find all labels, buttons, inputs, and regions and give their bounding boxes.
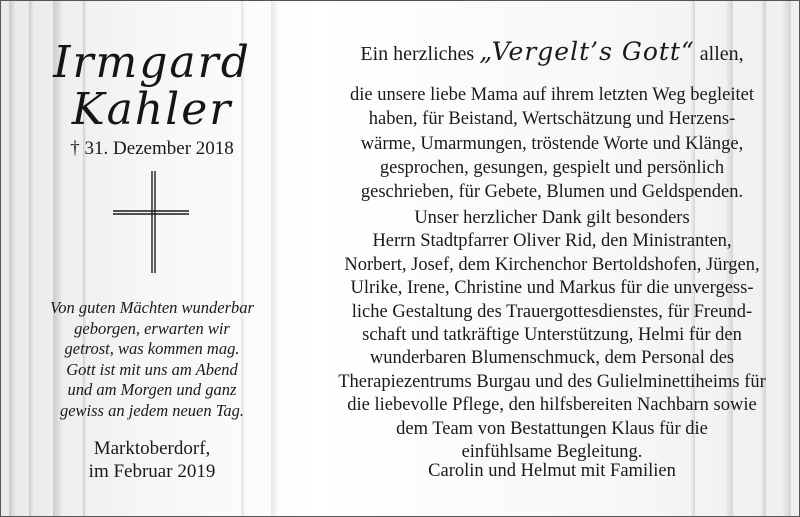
cross-icon — [111, 169, 191, 274]
poem-line: gewiss an jedem neuen Tag. — [59, 400, 245, 420]
signature: Carolin und Helmut mit Familien — [428, 461, 676, 481]
paragraph-line: schaft und tatkräftige Unterstützung, Helmi für den — [362, 325, 742, 346]
poem-line: geborgen, erwarten wir — [74, 318, 230, 338]
headline-allen: allen, — [699, 43, 744, 65]
paragraph-line: wärme, Umarmungen, tröstende Worte und Klänge, — [360, 133, 744, 154]
right-column — [303, 1, 800, 517]
paragraph-line: wunderbaren Blumenschmuck, dem Personal des — [369, 348, 735, 369]
thanks-headline — [303, 37, 800, 66]
left-column — [1, 1, 303, 517]
paragraph-line: Ulrike, Irene, Christine und Markus für die unvergess- — [350, 278, 754, 299]
poem-line: getrost, was kommen mag. — [64, 339, 240, 358]
deceased-first-name: Irmgard — [53, 37, 251, 88]
poem-line: Von guten Mächten wunderbar — [50, 298, 254, 317]
date-line: im Februar 2019 — [88, 461, 216, 482]
poem-line: Gott ist mit uns am Abend — [66, 359, 238, 379]
paragraph-line: haben, für Beistand, Wertschätzung und Herzens- — [368, 109, 736, 130]
paragraph-line: Herrn Stadtpfarrer Oliver Rid, den Ministranten, — [372, 231, 732, 252]
paragraph-line: die unsere liebe Mama auf ihrem letzten Weg begleitet — [350, 85, 754, 105]
death-date: † 31. Dezember 2018 — [70, 138, 234, 159]
paragraph-line: einfühlsame Begleitung. — [461, 442, 643, 463]
thanks-paragraph-1 — [303, 83, 800, 204]
poem — [1, 298, 303, 421]
headline-intro: Ein herzliches — [360, 43, 475, 65]
paragraph-line: geschrieben, für Gebete, Blumen und Geldspenden. — [360, 182, 744, 203]
paragraph-line: liche Gestaltung des Trauergottesdienstes, für Freund- — [351, 301, 753, 322]
paragraph-line: dem Team von Bestattungen Klaus für die — [396, 418, 708, 439]
paragraph-line: Unser herzlicher Dank gilt besonders — [414, 208, 690, 228]
headline-vergelts-gott: „Vergelt’s Gott“ — [479, 37, 695, 66]
place-line: Marktoberdorf, — [93, 438, 211, 459]
paragraph-line: Norbert, Josef, dem Kirchenchor Bertoldshofen, Jürgen, — [344, 254, 760, 275]
poem-line: und am Morgen und ganz — [67, 380, 237, 399]
place-date — [1, 437, 303, 483]
thanks-paragraph-2 — [303, 207, 800, 464]
paragraph-line: Therapiezentrums Burgau und des Gulielminettiheims für — [338, 371, 766, 392]
deceased-last-name: Kahler — [71, 84, 233, 135]
paragraph-line: gesprochen, gesungen, gespielt und persönlich — [379, 157, 725, 178]
paragraph-line: die liebevolle Pflege, den hilfsbereiten Nachbarn sowie — [347, 395, 757, 416]
